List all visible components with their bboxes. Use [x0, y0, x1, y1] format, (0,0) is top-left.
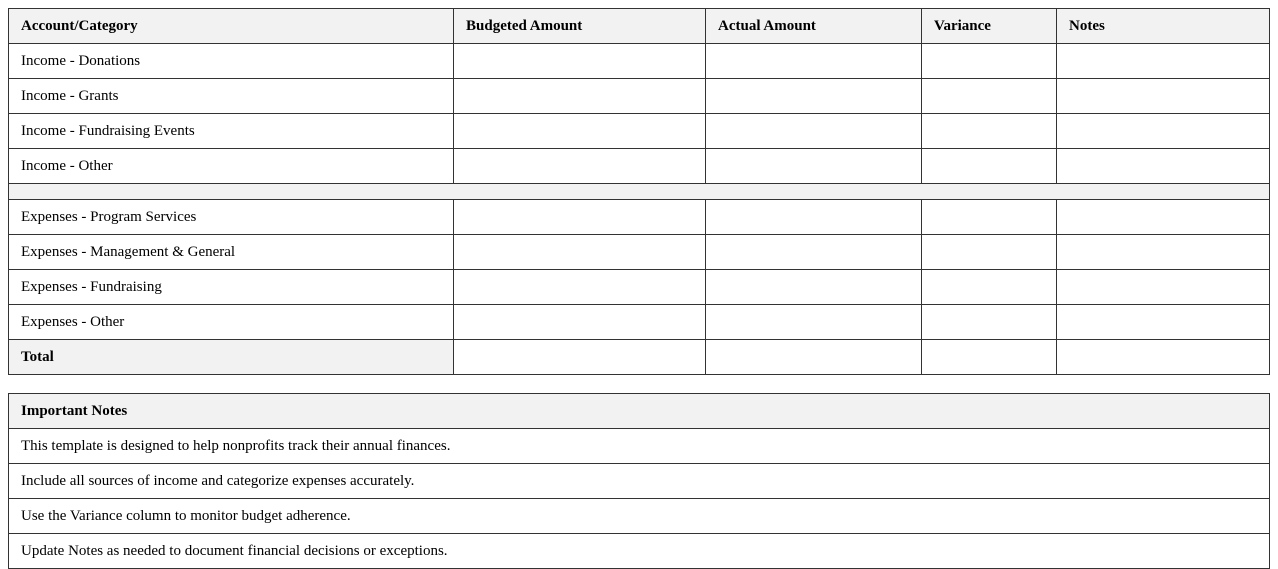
actual-cell[interactable]: [706, 44, 922, 79]
budget-table: [8, 8, 1270, 375]
notes-cell[interactable]: [1057, 200, 1270, 235]
table-row: [9, 270, 1270, 305]
table-row: [9, 149, 1270, 184]
actual-cell[interactable]: [706, 270, 922, 305]
category-cell: Income - Other: [9, 149, 454, 184]
budgeted-cell[interactable]: [454, 79, 706, 114]
table-row: [9, 79, 1270, 114]
note-item: This template is designed to help nonprofits track their annual finances.: [9, 429, 1270, 464]
actual-cell[interactable]: [706, 305, 922, 340]
variance-cell[interactable]: [922, 200, 1057, 235]
notes-cell[interactable]: [1057, 235, 1270, 270]
header-notes: Notes: [1057, 9, 1270, 44]
variance-cell[interactable]: [922, 114, 1057, 149]
budgeted-cell[interactable]: [454, 114, 706, 149]
note-row: [9, 429, 1270, 464]
note-item: Update Notes as needed to document financial decisions or exceptions.: [9, 534, 1270, 569]
budgeted-cell[interactable]: [454, 149, 706, 184]
category-cell: Expenses - Program Services: [9, 200, 454, 235]
header-variance: Variance: [922, 9, 1057, 44]
category-cell: Expenses - Other: [9, 305, 454, 340]
category-cell: Expenses - Management & General: [9, 235, 454, 270]
variance-cell[interactable]: [922, 305, 1057, 340]
header-budgeted-amount: Budgeted Amount: [454, 9, 706, 44]
notes-cell[interactable]: [1057, 149, 1270, 184]
note-item: Use the Variance column to monitor budget adherence.: [9, 499, 1270, 534]
table-row: [9, 200, 1270, 235]
note-row: [9, 499, 1270, 534]
actual-cell[interactable]: [706, 235, 922, 270]
actual-cell[interactable]: [706, 114, 922, 149]
table-row: [9, 235, 1270, 270]
variance-cell[interactable]: [922, 270, 1057, 305]
budgeted-cell[interactable]: [454, 270, 706, 305]
note-row: [9, 534, 1270, 569]
important-notes-table: [8, 393, 1270, 569]
notes-header-row: [9, 394, 1270, 429]
total-budgeted-cell[interactable]: [454, 340, 706, 375]
table-row: [9, 114, 1270, 149]
category-cell: Expenses - Fundraising: [9, 270, 454, 305]
budgeted-cell[interactable]: [454, 305, 706, 340]
actual-cell[interactable]: [706, 79, 922, 114]
table-row: [9, 305, 1270, 340]
notes-cell[interactable]: [1057, 270, 1270, 305]
total-label: Total: [9, 340, 454, 375]
budgeted-cell[interactable]: [454, 44, 706, 79]
variance-cell[interactable]: [922, 79, 1057, 114]
budgeted-cell[interactable]: [454, 200, 706, 235]
notes-cell[interactable]: [1057, 114, 1270, 149]
notes-cell[interactable]: [1057, 305, 1270, 340]
note-row: [9, 464, 1270, 499]
category-cell: Income - Fundraising Events: [9, 114, 454, 149]
header-account-category: Account/Category: [9, 9, 454, 44]
notes-cell[interactable]: [1057, 44, 1270, 79]
variance-cell[interactable]: [922, 235, 1057, 270]
actual-cell[interactable]: [706, 200, 922, 235]
note-item: Include all sources of income and categorize expenses accurately.: [9, 464, 1270, 499]
category-cell: Income - Grants: [9, 79, 454, 114]
separator-cell: [9, 184, 1270, 200]
notes-header: Important Notes: [9, 394, 1270, 429]
section-separator-row: [9, 184, 1270, 200]
total-notes-cell[interactable]: [1057, 340, 1270, 375]
budgeted-cell[interactable]: [454, 235, 706, 270]
actual-cell[interactable]: [706, 149, 922, 184]
table-row: [9, 44, 1270, 79]
category-cell: Income - Donations: [9, 44, 454, 79]
header-row: [9, 9, 1270, 44]
total-variance-cell[interactable]: [922, 340, 1057, 375]
variance-cell[interactable]: [922, 44, 1057, 79]
header-actual-amount: Actual Amount: [706, 9, 922, 44]
total-actual-cell[interactable]: [706, 340, 922, 375]
variance-cell[interactable]: [922, 149, 1057, 184]
total-row: [9, 340, 1270, 375]
notes-cell[interactable]: [1057, 79, 1270, 114]
